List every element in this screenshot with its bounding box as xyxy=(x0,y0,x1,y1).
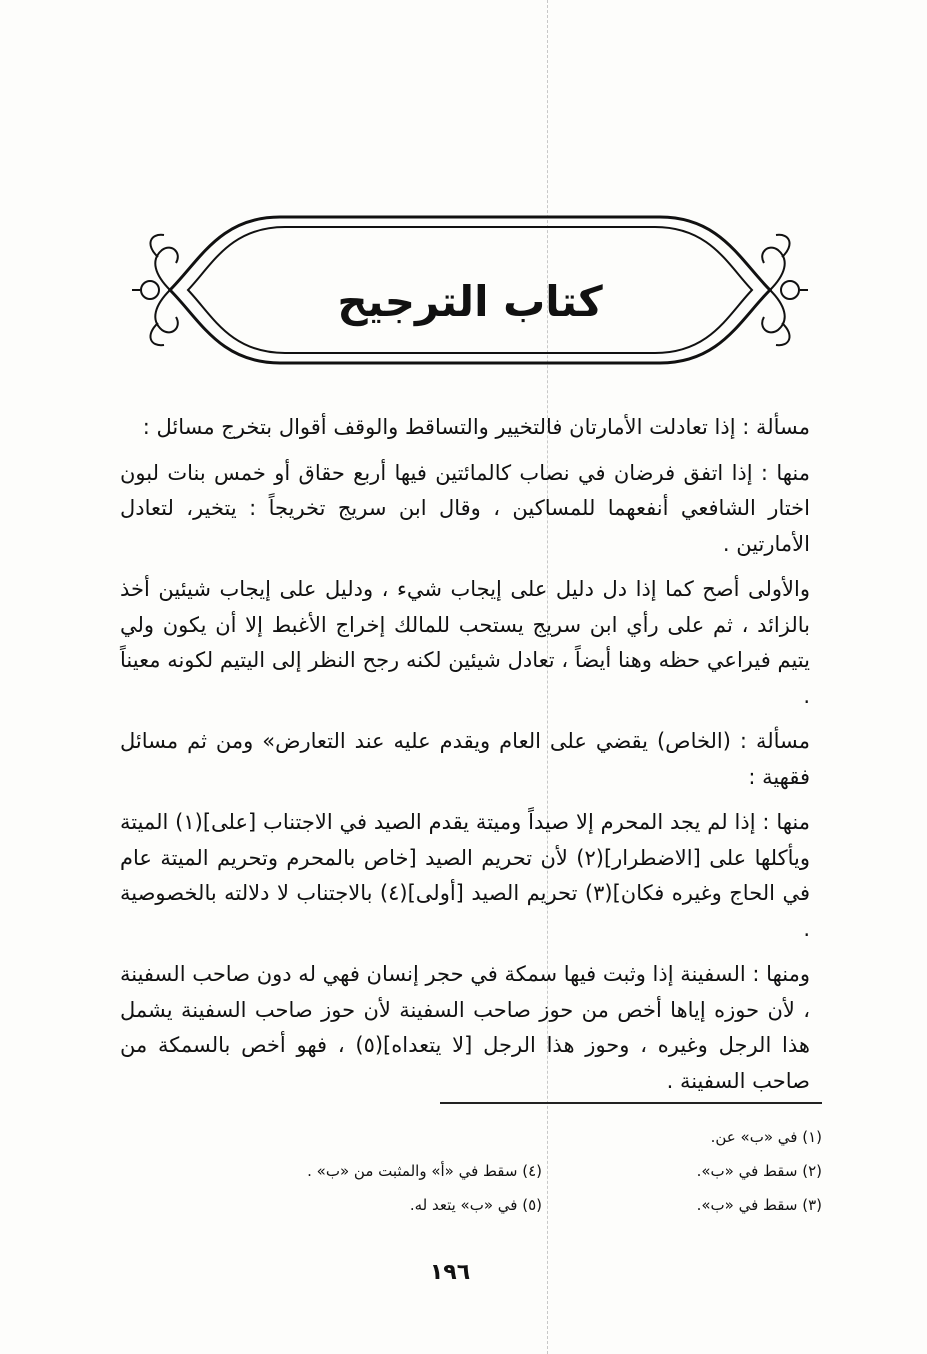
footnote-5: (٥) في «ب» يتعد له. xyxy=(409,1196,542,1214)
footnote-4: (٤) سقط في «أ» والمثبت من «ب» . xyxy=(307,1162,542,1180)
footnotes xyxy=(120,1120,822,1222)
paragraph-issue-2: مسألة : (الخاص) يقضي على العام ويقدم عليه عند التعارض» ومن ثم مسائل فقهية : xyxy=(120,729,810,789)
paragraph-example-3: ومنها : السفينة إذا وثبت فيها سمكة في حجر إنسان فهي له دون صاحب السفينة ، لأن حوزه إياها أخص من حوز صاحب السفينة لأن حوز صاحب السفينة يشمل هذا الرجل وغيره ، وحوز هذا الرجل [لا يتعداه](٥) ، فهو أخص بالسمكة من صاحب السفينة . xyxy=(120,962,810,1093)
paragraph-issue-1: مسألة : إذا تعادلت الأمارتان فالتخيير والتساقط والوقف أقوال بتخرج مسائل : xyxy=(142,415,810,439)
paragraph-opinion: والأولى أصح كما إذا دل دليل على إيجاب شيء ، ودليل على إيجاب شيئين أخذ بالزائد ، ثم على رأي ابن سريج يستحب للمالك إخراج الأغبط إلا أن يكون ولي يتيم فيراعي حظه وهنا أيضاً ، تعادل شيئين لكنه رجح النظر إلى اليتيم لكونه معيناً . xyxy=(120,577,810,708)
footnote-2: (٢) سقط في «ب». xyxy=(696,1162,822,1180)
paragraph-example-2: منها : إذا لم يجد المحرم إلا صيداً وميتة يقدم الصيد في الاجتناب [على](١) الميتة ويأكلها على [الاضطرار](٢) لأن تحريم الصيد [خاص بالمحرم وتحريم الميتة عام في الحاج وغيره فكان](٣) تحريم الصيد [أولى](٤) بالاجتناب لا دلالته بالخصوصية . xyxy=(120,810,811,941)
paragraph-example-1: منها : إذا اتفق فرضان في نصاب كالمائتين فيها أربع حقاق أو خمس بنات لبون اختار الشافعي أنفعهما للمساكين ، وقال ابن سريج تخريجاً : يتخير، لتعادل الأمارتين . xyxy=(120,460,810,556)
chapter-title: كتاب الترجيح xyxy=(337,277,603,326)
page-number: ١٩٦ xyxy=(429,1260,471,1285)
footnote-separator xyxy=(440,1102,822,1104)
footnote-1: (١) في «ب» عن. xyxy=(710,1128,822,1146)
footnote-3: (٣) سقط في «ب». xyxy=(696,1196,822,1214)
body-text xyxy=(120,410,810,1109)
